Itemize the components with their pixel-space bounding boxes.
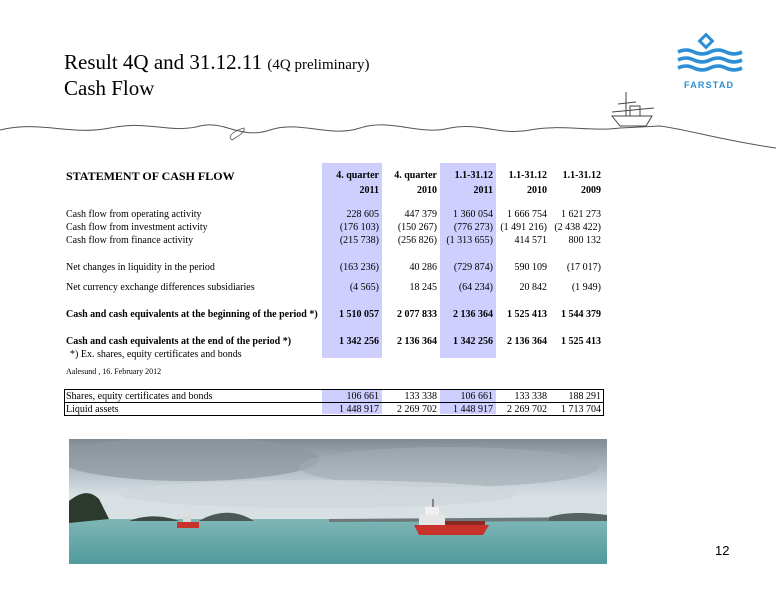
column-header: 1.1-31.12 — [454, 170, 493, 181]
row-value: (1 949) — [571, 282, 601, 293]
row-value: 133 338 — [404, 391, 437, 402]
row-value: 800 132 — [568, 235, 601, 246]
footnote: *) Ex. shares, equity certificates and bonds — [70, 349, 242, 360]
row-value: 2 136 364 — [453, 309, 493, 320]
column-header: 2011 — [359, 185, 379, 196]
row-value: 2 269 702 — [507, 404, 547, 415]
row-value: 1 342 256 — [339, 336, 379, 347]
column-header: 1.1-31.12 — [562, 170, 601, 181]
row-value: (776 273) — [453, 222, 493, 233]
row-value: (1 491 216) — [500, 222, 547, 233]
row-value: 1 448 917 — [339, 404, 379, 415]
row-value: 1 666 754 — [507, 209, 547, 220]
row-value: (4 565) — [349, 282, 379, 293]
row-label: Shares, equity certificates and bonds — [66, 391, 213, 402]
row-value: 106 661 — [346, 391, 379, 402]
row-value: 1 525 413 — [561, 336, 601, 347]
slide-title-sub: (4Q preliminary) — [267, 57, 370, 73]
row-value: 590 109 — [514, 262, 547, 273]
row-value: 1 525 413 — [507, 309, 547, 320]
row-label: Net changes in liquidity in the period — [66, 262, 215, 273]
row-value: (150 267) — [397, 222, 437, 233]
column-header: 2010 — [417, 185, 437, 196]
row-value: 40 286 — [409, 262, 437, 273]
row-value: 18 245 — [409, 282, 437, 293]
row-value: 2 136 364 — [397, 336, 437, 347]
row-value: 228 605 — [346, 209, 379, 220]
row-label: Net currency exchange differences subsidiaries — [66, 282, 255, 293]
column-header: 4. quarter — [336, 170, 379, 181]
slide-subtitle: Cash Flow — [64, 76, 155, 100]
row-value: (2 438 422) — [554, 222, 601, 233]
row-value: 1 448 917 — [453, 404, 493, 415]
row-value: (64 234) — [458, 282, 493, 293]
column-header: 2009 — [581, 185, 601, 196]
column-header: 2010 — [527, 185, 547, 196]
row-value: 188 291 — [568, 391, 601, 402]
row-label: Cash flow from investment activity — [66, 222, 208, 233]
harbour-photo-icon — [69, 439, 607, 564]
row-value: (215 738) — [339, 235, 379, 246]
row-value: (176 103) — [339, 222, 379, 233]
logo-text: FARSTAD — [684, 80, 735, 90]
row-value: 2 269 702 — [397, 404, 437, 415]
boat-icon — [612, 92, 654, 126]
row-value: 133 338 — [514, 391, 547, 402]
wave-line-icon — [0, 90, 776, 150]
row-value: 414 571 — [514, 235, 547, 246]
row-value: (17 017) — [566, 262, 601, 273]
row-value: 447 379 — [404, 209, 437, 220]
row-value: 1 342 256 — [453, 336, 493, 347]
row-value: 1 621 273 — [561, 209, 601, 220]
row-value: 1 544 379 — [561, 309, 601, 320]
row-label: Cash and cash equivalents at the beginning of the period *) — [66, 309, 318, 320]
row-value: 106 661 — [460, 391, 493, 402]
column-header: 1.1-31.12 — [508, 170, 547, 181]
row-label: Cash and cash equivalents at the end of the period *) — [66, 336, 292, 347]
row-label: Cash flow from operating activity — [66, 209, 202, 220]
page-number: 12 — [715, 543, 730, 558]
row-value: 2 136 364 — [507, 336, 547, 347]
row-value: 1 360 054 — [453, 209, 493, 220]
row-value: 1 510 057 — [339, 309, 379, 320]
slide-title — [64, 50, 369, 77]
row-label: Liquid assets — [66, 404, 119, 415]
row-value: (729 874) — [453, 262, 493, 273]
column-header: 4. quarter — [394, 170, 437, 181]
slide-title-main: Result 4Q and 31.12.11 — [64, 50, 263, 74]
place-date: Aalesund , 16. February 2012 — [66, 367, 162, 376]
row-value: (1 313 655) — [446, 235, 493, 246]
row-value: 2 077 833 — [397, 309, 437, 320]
row-value: (163 236) — [339, 262, 379, 273]
row-value: 1 713 704 — [561, 404, 601, 415]
row-label: Cash flow from finance activity — [66, 235, 194, 246]
row-value: 20 842 — [519, 282, 547, 293]
row-value: (256 826) — [397, 235, 437, 246]
statement-title: STATEMENT OF CASH FLOW — [66, 169, 235, 183]
column-header: 2011 — [473, 185, 493, 196]
